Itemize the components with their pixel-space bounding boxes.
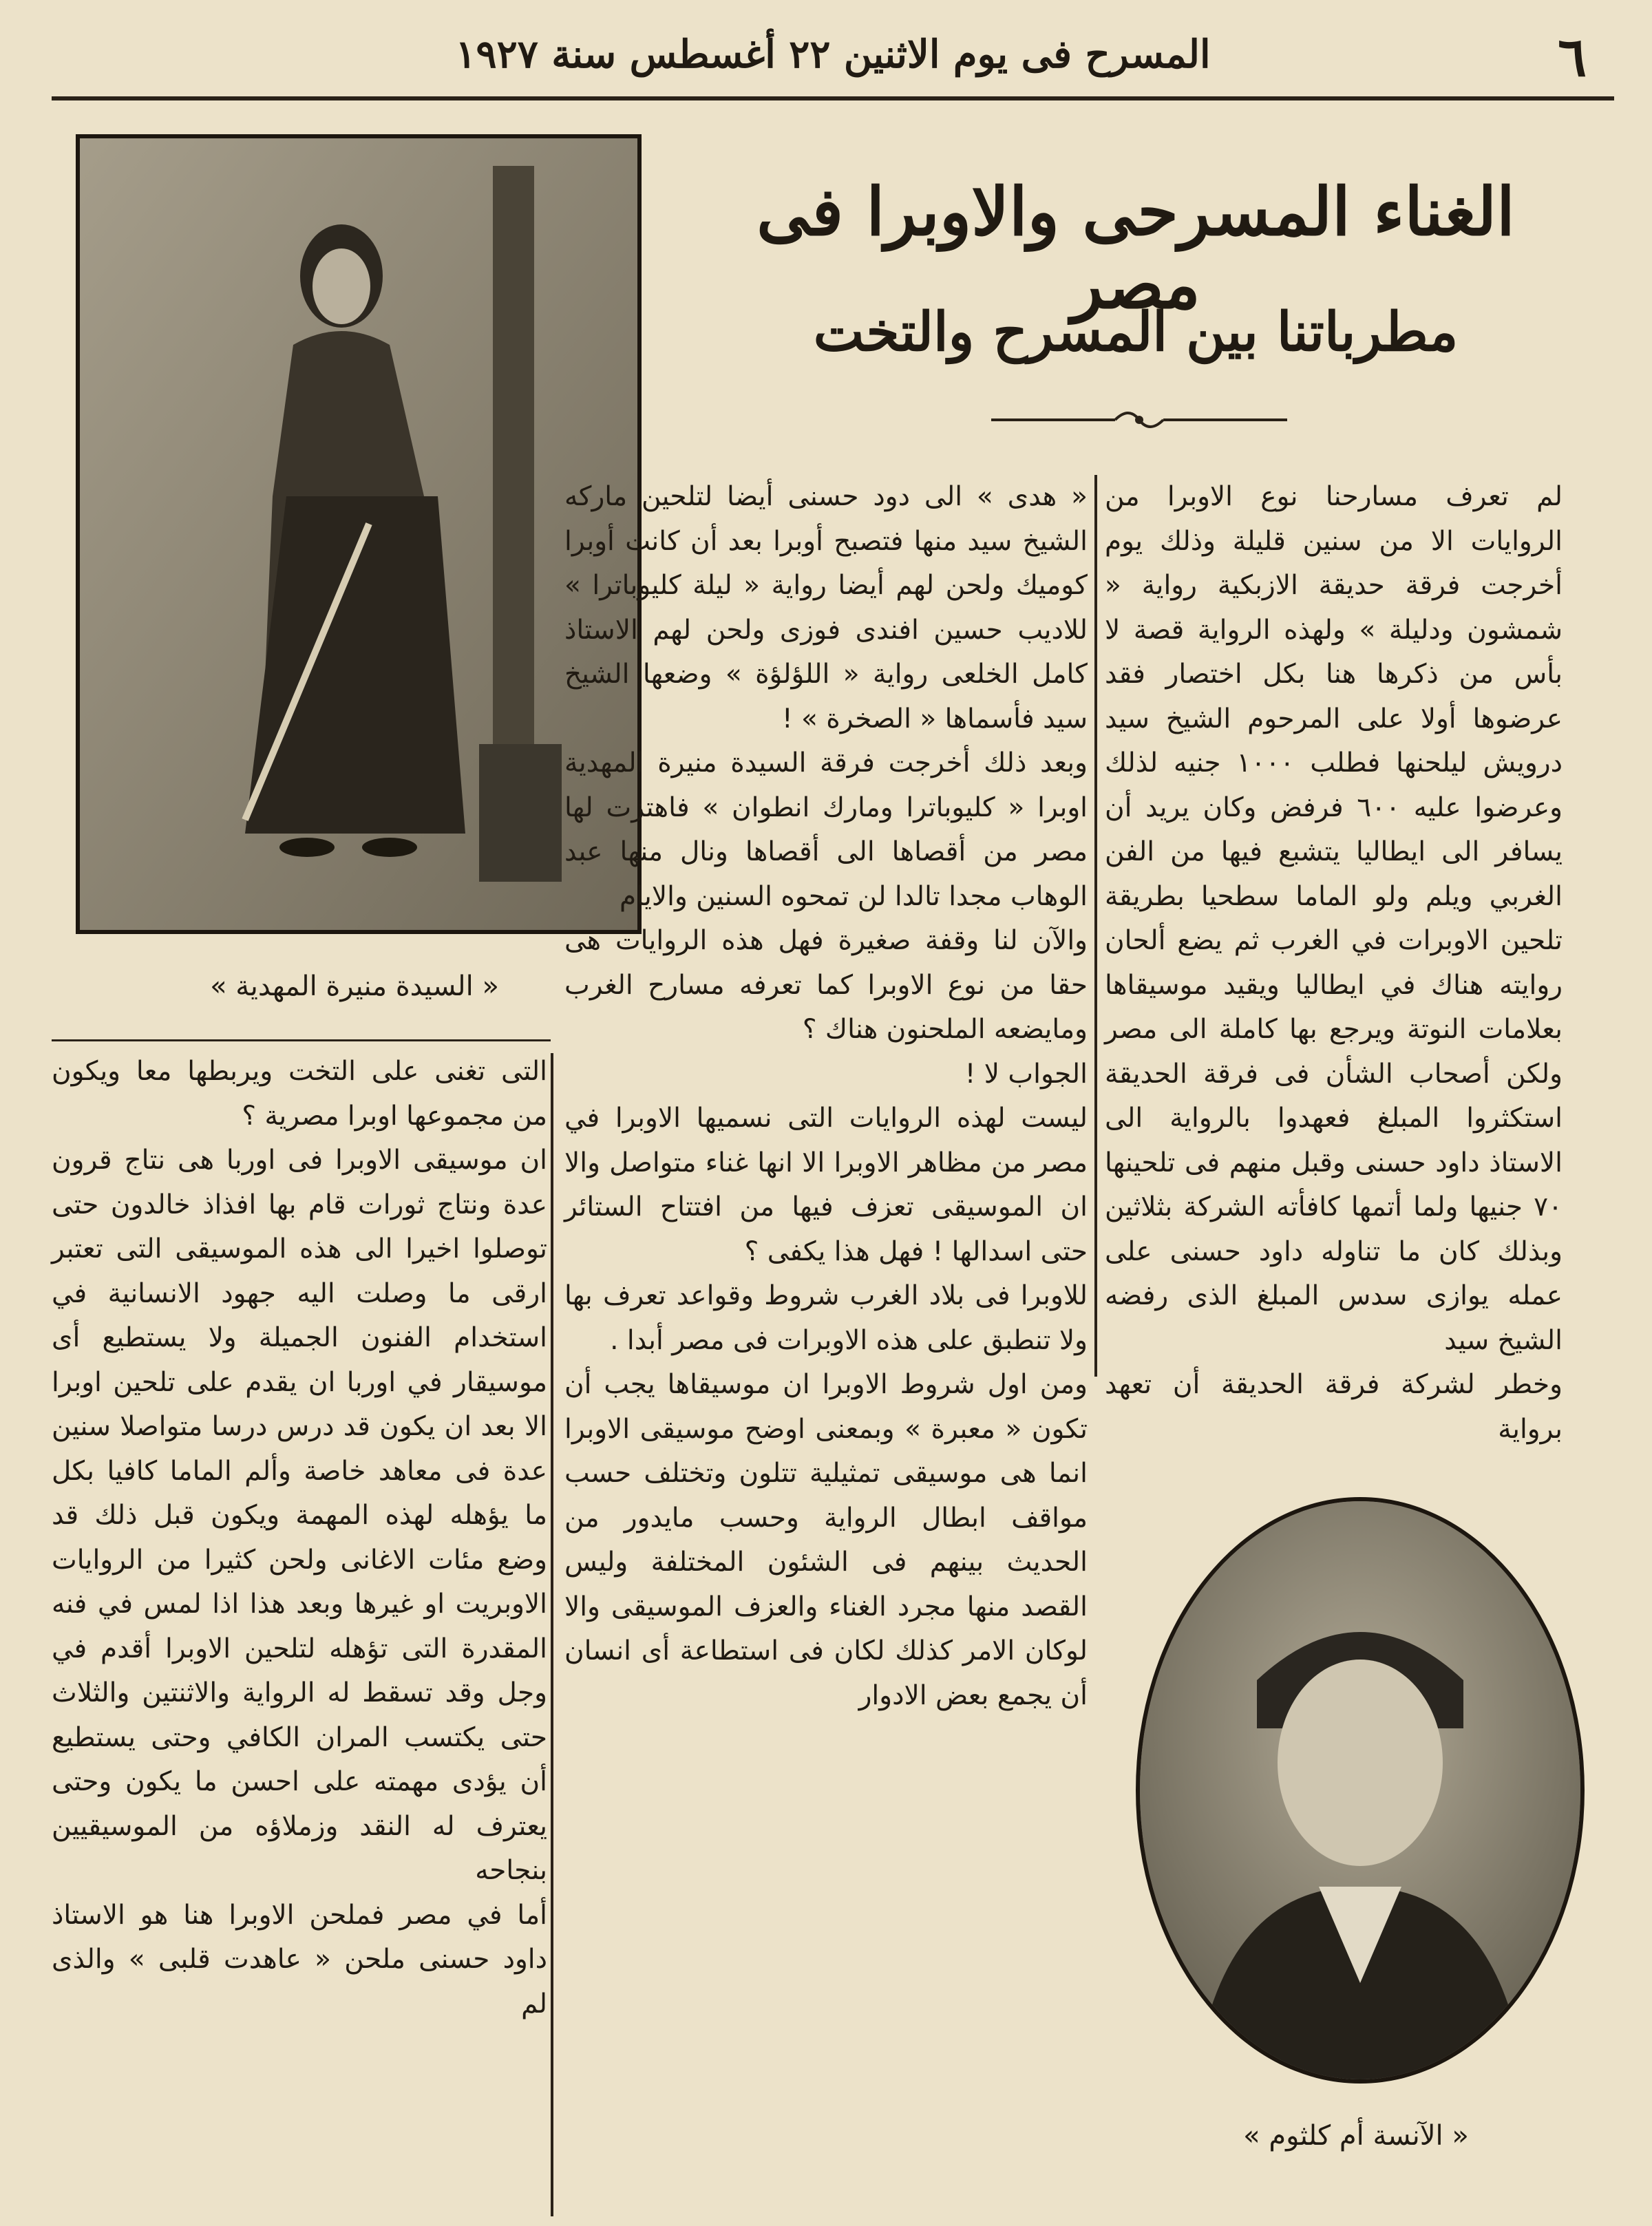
paragraph: والآن لنا وقفة صغيرة فهل هذه الروايات هى حقا من نوع الاوبرا كما تعرفه مسارح الغرب ومايضعه الملحنون هناك ؟: [564, 925, 1088, 1045]
photo-umm-kulthum: [1136, 1497, 1585, 2084]
article-column-right: [1105, 475, 1563, 1452]
paragraph: وبعد ذلك أخرجت فرقة السيدة منيرة المهدية اوبرا « كليوباترا ومارك انطوان » فاهتزت لها مصر من أقصاها الى أقصاها ونال منها عبد الوهاب مجدا تالدا لن تمحوه السنين والايام: [564, 748, 1088, 912]
section-rule: [52, 1039, 551, 1041]
photo-caption-2: « الآنسة أم كلثوم »: [1243, 2120, 1469, 2152]
running-head: المسرح فى يوم الاثنين ٢٢ أغسطس سنة ١٩٢٧: [455, 32, 1211, 77]
photo-caption-1: « السيدة منيرة المهدية »: [210, 971, 499, 1002]
header-rule: [52, 96, 1614, 100]
column-divider: [551, 1053, 553, 2216]
photo-portrait-figure: [80, 138, 637, 930]
paragraph: ليست لهذه الروايات التى نسميها الاوبرا في مصر من مظاهر الاوبرا الا انها غناء متواصل والا ان الموسيقى تعزف فيها من افتتاح الستائر حتى اسدالها ! فهل هذا يكفى ؟: [564, 1103, 1088, 1267]
page-header: [52, 19, 1614, 95]
paragraph: « هدى » الى دود حسنى أيضا لتلحين ماركه الشيخ سيد منها فتصبح أوبرا بعد أن كانت أوبرا كوميك ولحن لهم أيضا رواية « ليلة كليوباترا » للاديب حسين افندى فوزى ولحن لهم الاستاذ كامل الخلعى رواية « اللؤلؤة » وضعها الشيخ سيد فأسماها « الصخرة » !: [564, 481, 1088, 734]
article-title: الغناء المسرحى والاوبرا فى مصر: [756, 173, 1515, 324]
article-column-left: [52, 1050, 547, 2026]
paragraph: ومن اول شروط الاوبرا ان موسيقاها يجب أن تكون « معبرة » وبمعنى اوضح موسيقى الاوبرا انما هى موسيقى تمثيلية تتلون وتختلف حسب مواقف ابطال الرواية وحسب مايدور من الحديث بينهم فى الشئون المختلفة وليس القصد منها مجرد الغناء والعزف الموسيقى والا لوكان الامر كذلك لكان فى استطاعة أى انسان أن يجمع بعض الادوار: [564, 1369, 1088, 1711]
paragraph: لم تعرف مسارحنا نوع الاوبرا من الروايات الا من سنين قليلة وذلك يوم أخرجت فرقة حديقة الازبكية رواية « شمشون ودليلة » ولهذه الرواية قصة لا بأس من ذكرها هنا بكل اختصار فقد عرضوها أولا على المرحوم الشيخ سيد درويش ليلحنها فطلب ١٠٠٠ جنيه لذلك وعرضوا عليه ٦٠٠ فرفض وكان يريد أن يسافر الى ايطاليا يتشبع فيها من الفن الغربي ويلم ولو الماما سطحيا بطريقة تلحين الاوبرات في الغرب ثم يضع ألحان روايته هناك في ايطاليا ويقيد موسيقاها بعلامات النوتة ويرجع بها كاملة الى مصر ولكن أصحاب الشأن فى فرقة الحديقة استكثروا المبلغ فعهدوا بالرواية الى الاستاذ داود حسنى وقبل منهم فى تلحينها ٧٠ جنيها ولما أتمها كافأته الشركة بثلاثين وبذلك كان ما تناوله داود حسنى على عمله يوازى سدس المبلغ الذى رفضه الشيخ سيد: [1105, 481, 1563, 1356]
page-number: ٦: [1558, 26, 1587, 89]
column-divider: [1094, 475, 1097, 1377]
paragraph: الجواب لا !: [964, 1058, 1088, 1090]
ornament-divider: [991, 406, 1287, 434]
paragraph: أما في مصر فملحن الاوبرا هنا هو الاستاذ داود حسنى ملحن « عاهدت قلبى » والذى لم: [52, 1899, 547, 2020]
paragraph: ان موسيقى الاوبرا فى اوربا هى نتاج قرون عدة ونتاج ثورات قام بها افذاذ خالدون حتى توصلوا اخيرا الى هذه الموسيقى التى تعتبر ارقى ما وصلت اليه جهود الانسانية في استخدام الفنون الجميلة ولا يستطيع أى موسيقار في اوربا ان يقدم على تلحين اوبرا الا بعد ان يكون قد درس درسا متواصلا سنين عدة فى معاهد خاصة وألم الماما كافيا بكل ما يؤهله لهذه المهمة ويكون قبل ذلك قد وضع مئات الاغانى ولحن كثيرا من الروايات الاوبريت او غيرها وبعد هذا اذا لمس في فنه المقدرة التى تؤهله لتلحين الاوبرا أقدم في وجل وقد تسقط له الرواية والاثنتين والثلاث حتى يكتسب المران الكافي وحتى يستطيع أن يؤدى مهمته على احسن ما يكون وحتى يعترف له النقد وزملاؤه من الموسيقيين بنجاحه: [52, 1145, 547, 1886]
paragraph: للاوبرا فى بلاد الغرب شروط وقواعد تعرف بها ولا تنطبق على هذه الاوبرات فى مصر أبدا .: [564, 1280, 1088, 1356]
photo-portrait-oval: [1140, 1501, 1580, 2079]
article-column-middle: [564, 475, 1088, 1718]
article-subtitle: مطرباتنا بين المسرح والتخت: [813, 301, 1459, 363]
paragraph: التى تغنى على التخت ويربطها معا ويكون من مجموعها اوبرا مصرية ؟: [52, 1056, 547, 1132]
paragraph: وخطر لشركة فرقة الحديقة أن تعهد برواية: [1105, 1369, 1563, 1445]
photo-munira-al-mahdiyya: [76, 134, 642, 934]
